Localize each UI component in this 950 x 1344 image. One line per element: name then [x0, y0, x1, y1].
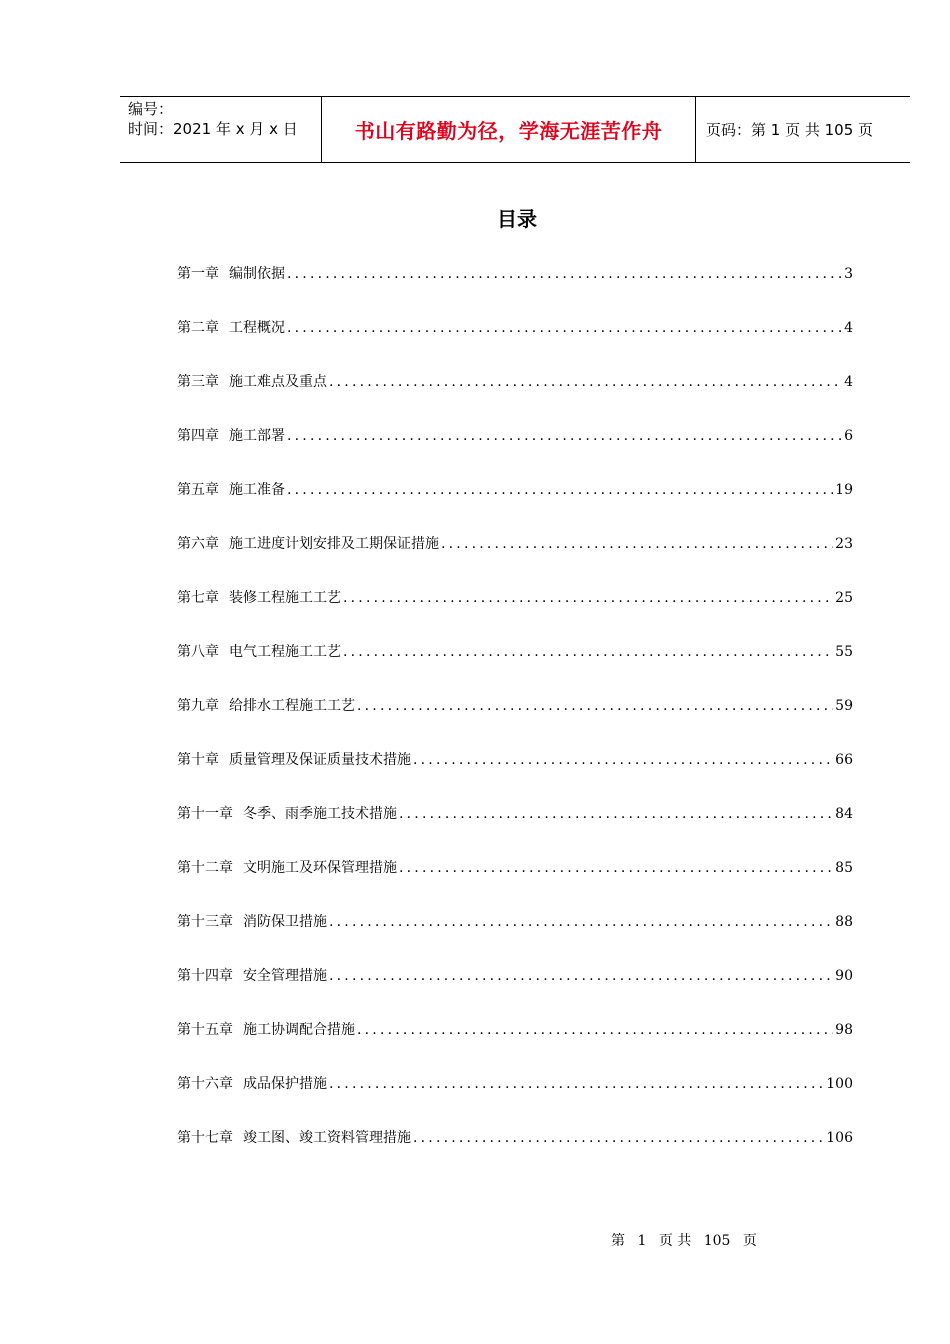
toc-entry[interactable]	[177, 587, 853, 641]
date-line: 时间：2021 年 x 月 x 日	[128, 120, 298, 138]
toc-entry-title: 施工进度计划安排及工期保证措施	[229, 536, 439, 552]
toc-leader-dots	[343, 644, 833, 660]
toc-chapter-label: 第十七章	[177, 1130, 233, 1146]
toc-chapter-label: 第五章	[177, 482, 219, 498]
toc-leader-dots	[413, 1130, 824, 1146]
footer-total-pages: 105	[703, 1233, 731, 1249]
toc-chapter-label: 第十二章	[177, 860, 233, 876]
toc-leader-dots	[441, 536, 833, 552]
toc-chapter-label: 第十五章	[177, 1022, 233, 1038]
toc-leader-dots	[287, 320, 842, 336]
toc-page-number: 25	[835, 590, 853, 606]
header-page-info: 页码：第 1 页 共 105 页	[706, 121, 874, 139]
toc-leader-dots	[357, 1022, 833, 1038]
page-footer	[611, 1230, 765, 1250]
toc-entry-title: 竣工图、竣工资料管理措施	[243, 1130, 411, 1146]
toc-entry[interactable]	[177, 1019, 853, 1073]
toc-chapter-label: 第九章	[177, 698, 219, 714]
toc-entry-title: 消防保卫措施	[243, 914, 327, 930]
toc-page-number: 59	[835, 698, 853, 714]
toc-entry[interactable]	[177, 641, 853, 695]
toc-chapter-label: 第八章	[177, 644, 219, 660]
toc-entry[interactable]	[177, 803, 853, 857]
toc-entry-title: 安全管理措施	[243, 968, 327, 984]
toc-entry-title: 施工部署	[229, 428, 285, 444]
toc-leader-dots	[329, 374, 842, 390]
toc-page-number: 3	[844, 266, 853, 282]
footer-mid: 页 共	[658, 1233, 692, 1249]
toc-page-number: 90	[835, 968, 853, 984]
toc-page-number: 4	[844, 320, 853, 336]
toc-page-number: 84	[835, 806, 853, 822]
toc-leader-dots	[329, 1076, 824, 1092]
toc-chapter-label: 第十三章	[177, 914, 233, 930]
toc-title: 目录	[497, 207, 537, 231]
toc-entry-title: 施工协调配合措施	[243, 1022, 355, 1038]
toc-page-number: 6	[844, 428, 853, 444]
toc-page-number: 100	[826, 1076, 853, 1092]
toc-leader-dots	[287, 482, 833, 498]
toc-page-number: 98	[835, 1022, 853, 1038]
toc-entry[interactable]	[177, 1127, 853, 1181]
toc-page-number: 55	[835, 644, 853, 660]
toc-leader-dots	[413, 752, 833, 768]
toc-page-number: 66	[835, 752, 853, 768]
toc-entry[interactable]	[177, 695, 853, 749]
toc-chapter-label: 第七章	[177, 590, 219, 606]
toc-leader-dots	[399, 860, 833, 876]
toc-entry-title: 电气工程施工工艺	[229, 644, 341, 660]
header-motto: 书山有路勤为径，学海无涯苦作舟	[321, 97, 696, 162]
toc-entry-title: 装修工程施工工艺	[229, 590, 341, 606]
toc-entry-title: 施工难点及重点	[229, 374, 327, 390]
toc-entry[interactable]	[177, 857, 853, 911]
footer-prefix: 第	[611, 1233, 625, 1249]
toc-entry-title: 施工准备	[229, 482, 285, 498]
toc-entry[interactable]	[177, 425, 853, 479]
toc-entry[interactable]	[177, 479, 853, 533]
toc-chapter-label: 第十四章	[177, 968, 233, 984]
toc-entry[interactable]	[177, 911, 853, 965]
toc-chapter-label: 第一章	[177, 266, 219, 282]
toc-chapter-label: 第十六章	[177, 1076, 233, 1092]
table-of-contents	[177, 263, 853, 1181]
toc-page-number: 88	[835, 914, 853, 930]
toc-entry[interactable]	[177, 533, 853, 587]
toc-leader-dots	[329, 968, 833, 984]
toc-leader-dots	[287, 266, 842, 282]
toc-chapter-label: 第十章	[177, 752, 219, 768]
toc-entry-title: 编制依据	[229, 266, 285, 282]
toc-entry-title: 文明施工及环保管理措施	[243, 860, 397, 876]
toc-entry[interactable]	[177, 965, 853, 1019]
footer-suffix: 页	[742, 1233, 757, 1249]
toc-page-number: 4	[844, 374, 853, 390]
header-meta	[120, 97, 321, 162]
toc-leader-dots	[343, 590, 833, 606]
toc-entry[interactable]	[177, 1073, 853, 1127]
toc-page-number: 23	[835, 536, 853, 552]
toc-leader-dots	[357, 698, 833, 714]
toc-chapter-label: 第六章	[177, 536, 219, 552]
toc-entry[interactable]	[177, 317, 853, 371]
code-label: 编号：	[128, 100, 174, 118]
toc-entry[interactable]	[177, 263, 853, 317]
toc-entry-title: 成品保护措施	[243, 1076, 327, 1092]
toc-chapter-label: 第四章	[177, 428, 219, 444]
toc-page-number: 19	[835, 482, 853, 498]
toc-page-number: 106	[826, 1130, 853, 1146]
toc-entry[interactable]	[177, 749, 853, 803]
toc-entry-title: 冬季、雨季施工技术措施	[243, 806, 397, 822]
toc-entry[interactable]	[177, 371, 853, 425]
toc-page-number: 85	[835, 860, 853, 876]
page-header	[120, 96, 910, 163]
toc-chapter-label: 第三章	[177, 374, 219, 390]
toc-leader-dots	[399, 806, 833, 822]
toc-entry-title: 质量管理及保证质量技术措施	[229, 752, 411, 768]
toc-leader-dots	[287, 428, 842, 444]
toc-entry-title: 给排水工程施工工艺	[229, 698, 355, 714]
toc-leader-dots	[329, 914, 833, 930]
toc-entry-title: 工程概况	[229, 320, 285, 336]
toc-chapter-label: 第二章	[177, 320, 219, 336]
footer-current-page: 1	[637, 1233, 647, 1249]
toc-chapter-label: 第十一章	[177, 806, 233, 822]
